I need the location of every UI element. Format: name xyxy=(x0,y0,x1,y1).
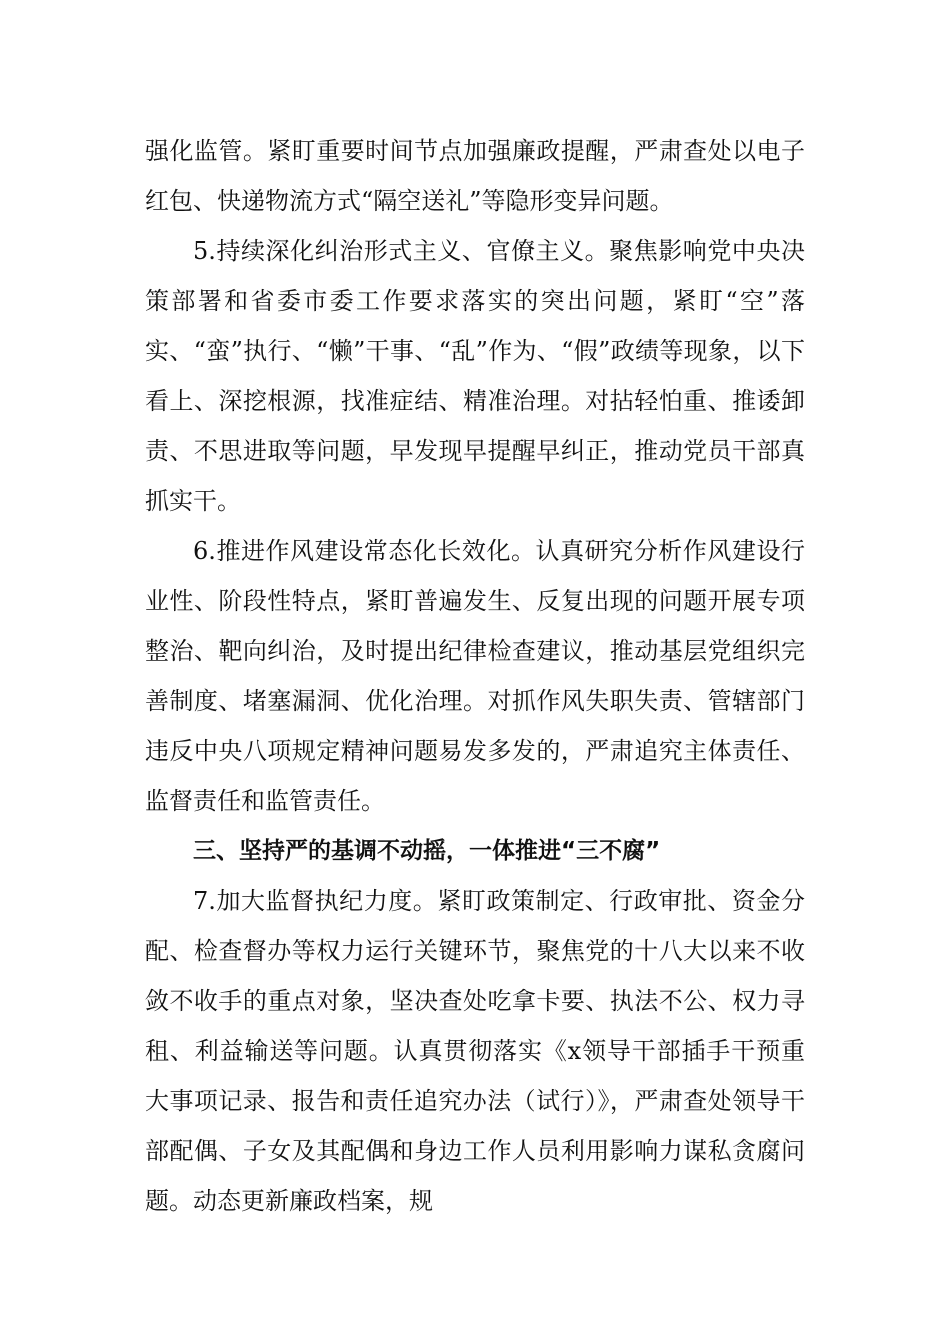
paragraph-continuation: 强化监管。紧盯重要时间节点加强廉政提醒，严肃查处以电子红包、快递物流方式“隔空送礼”等隐形变异问题。 xyxy=(145,137,805,215)
document-body xyxy=(145,126,805,1226)
paragraph-item-7: 7.加大监督执纪力度。紧盯政策制定、行政审批、资金分配、检查督办等权力运行关键环节，聚焦党的十八大以来不收敛不收手的重点对象，坚决查处吃拿卡要、执法不公、权力寻租、利益输送等问题。认真贯彻落实《x领导干部插手干预重大事项记录、报告和责任追究办法（试行）》，严肃查处领导干部配偶、子女及其配偶和身边工作人员利用影响力谋私贪腐问题。动态更新廉政档案，规 xyxy=(145,887,805,1215)
paragraph-item-5: 5.持续深化纠治形式主义、官僚主义。聚焦影响党中央决策部署和省委市委工作要求落实的突出问题，紧盯“空”落实、“蛮”执行、“懒”干事、“乱”作为、“假”政绩等现象，以下看上、深挖根源，找准症结、精准治理。对拈轻怕重、推诿卸责、不思进取等问题，早发现早提醒早纠正，推动党员干部真抓实干。 xyxy=(145,237,805,515)
section-heading-3: 三、坚持严的基调不动摇，一体推进“三不腐” xyxy=(193,838,661,864)
paragraph-item-6: 6.推进作风建设常态化长效化。认真研究分析作风建设行业性、阶段性特点，紧盯普遍发生、反复出现的问题开展专项整治、靶向纠治，及时提出纪律检查建议，推动基层党组织完善制度、堵塞漏洞、优化治理。对抓作风失职失责、管辖部门违反中央八项规定精神问题易发多发的，严肃追究主体责任、监督责任和监管责任。 xyxy=(145,537,805,815)
